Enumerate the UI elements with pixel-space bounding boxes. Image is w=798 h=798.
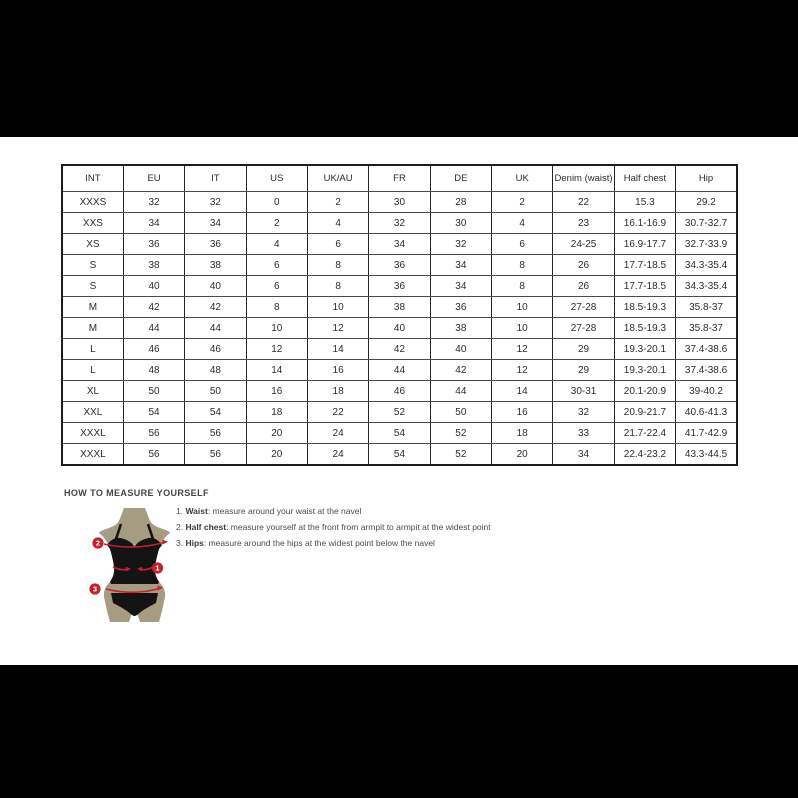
table-cell: 27-28: [553, 318, 614, 339]
table-cell: XL: [62, 381, 123, 402]
table-cell: 10: [492, 297, 553, 318]
table-cell: 12: [492, 339, 553, 360]
table-cell: XXXL: [62, 423, 123, 444]
table-cell: 32: [185, 192, 246, 213]
table-cell: 0: [246, 192, 307, 213]
table-cell: 10: [492, 318, 553, 339]
table-cell: XXXL: [62, 444, 123, 466]
column-header: Hip: [676, 165, 737, 192]
table-cell: 40: [123, 276, 184, 297]
table-row: [62, 318, 737, 339]
table-cell: 34: [123, 213, 184, 234]
table-cell: 35.8-37: [676, 297, 737, 318]
table-cell: 29: [553, 339, 614, 360]
table-cell: 10: [307, 297, 368, 318]
table-cell: 43.3-44.5: [676, 444, 737, 466]
table-cell: 38: [369, 297, 430, 318]
table-cell: 6: [492, 234, 553, 255]
table-cell: 44: [369, 360, 430, 381]
table-cell: 20.1-20.9: [614, 381, 675, 402]
table-cell: 40: [185, 276, 246, 297]
step-label: Waist: [185, 506, 208, 516]
table-cell: 15.3: [614, 192, 675, 213]
table-cell: 38: [123, 255, 184, 276]
table-cell: 34: [430, 255, 491, 276]
table-cell: 33: [553, 423, 614, 444]
table-cell: 8: [307, 255, 368, 276]
table-cell: 8: [492, 255, 553, 276]
table-row: [62, 213, 737, 234]
table-cell: 56: [185, 444, 246, 466]
table-cell: 56: [123, 444, 184, 466]
step-text: : measure around your waist at the navel: [207, 506, 362, 516]
table-cell: 44: [123, 318, 184, 339]
table-cell: 16.1-16.9: [614, 213, 675, 234]
table-row: [62, 423, 737, 444]
header-row: [62, 165, 737, 192]
table-cell: 52: [430, 444, 491, 466]
column-header: UK/AU: [307, 165, 368, 192]
table-cell: 6: [246, 255, 307, 276]
table-cell: 32: [553, 402, 614, 423]
table-cell: 30: [369, 192, 430, 213]
table-cell: 36: [369, 276, 430, 297]
table-cell: 50: [185, 381, 246, 402]
table-cell: 30.7-32.7: [676, 213, 737, 234]
table-cell: 34: [430, 276, 491, 297]
table-cell: 30-31: [553, 381, 614, 402]
mannequin-illustration: [82, 505, 187, 623]
marker-chest-number: 2: [95, 538, 101, 548]
table-cell: 4: [307, 213, 368, 234]
column-header: FR: [369, 165, 430, 192]
column-header: US: [246, 165, 307, 192]
table-cell: M: [62, 297, 123, 318]
table-cell: 21.7-22.4: [614, 423, 675, 444]
table-cell: 28: [430, 192, 491, 213]
measurement-figure: [82, 505, 187, 623]
table-cell: 50: [123, 381, 184, 402]
table-cell: 54: [123, 402, 184, 423]
table-cell: 12: [246, 339, 307, 360]
table-cell: 46: [369, 381, 430, 402]
table-cell: 27-28: [553, 297, 614, 318]
table-cell: 40: [430, 339, 491, 360]
table-cell: 50: [430, 402, 491, 423]
table-cell: 18.5-19.3: [614, 318, 675, 339]
table-cell: 36: [185, 234, 246, 255]
table-cell: 37.4-38.6: [676, 360, 737, 381]
table-cell: 34.3-35.4: [676, 255, 737, 276]
table-cell: 16: [492, 402, 553, 423]
table-cell: 32: [430, 234, 491, 255]
table-cell: 48: [123, 360, 184, 381]
table-cell: 38: [430, 318, 491, 339]
table-cell: 18: [492, 423, 553, 444]
table-row: [62, 381, 737, 402]
table-cell: 46: [123, 339, 184, 360]
table-cell: 29: [553, 360, 614, 381]
table-cell: 54: [369, 423, 430, 444]
table-cell: 2: [307, 192, 368, 213]
table-row: [62, 360, 737, 381]
table-cell: 32: [123, 192, 184, 213]
table-cell: 20: [246, 444, 307, 466]
table-cell: 8: [492, 276, 553, 297]
bottom-black-band: [0, 665, 798, 798]
table-cell: 4: [492, 213, 553, 234]
table-cell: 22.4-23.2: [614, 444, 675, 466]
table-cell: S: [62, 276, 123, 297]
table-cell: L: [62, 339, 123, 360]
table-row: [62, 402, 737, 423]
table-row: [62, 339, 737, 360]
table-cell: 36: [123, 234, 184, 255]
step-text: : measure yourself at the front from armpit to armpit at the widest point: [226, 522, 491, 532]
table-cell: S: [62, 255, 123, 276]
table-cell: 8: [307, 276, 368, 297]
table-cell: 42: [185, 297, 246, 318]
table-cell: 36: [369, 255, 430, 276]
table-cell: XXXS: [62, 192, 123, 213]
table-cell: XS: [62, 234, 123, 255]
marker-hips-number: 3: [92, 584, 98, 594]
table-cell: 52: [369, 402, 430, 423]
table-cell: L: [62, 360, 123, 381]
table-cell: 4: [246, 234, 307, 255]
table-cell: 26: [553, 255, 614, 276]
column-header: EU: [123, 165, 184, 192]
table-cell: 26: [553, 276, 614, 297]
table-cell: 24: [307, 444, 368, 466]
table-cell: 2: [492, 192, 553, 213]
table-cell: 34: [369, 234, 430, 255]
column-header: Half chest: [614, 165, 675, 192]
table-row: [62, 234, 737, 255]
table-cell: 22: [553, 192, 614, 213]
table-cell: 8: [246, 297, 307, 318]
step-label: Half chest: [185, 522, 227, 532]
table-cell: M: [62, 318, 123, 339]
table-cell: 35.8-37: [676, 318, 737, 339]
table-cell: 20.9-21.7: [614, 402, 675, 423]
table-cell: 18: [307, 381, 368, 402]
table-cell: 42: [123, 297, 184, 318]
table-cell: 20: [492, 444, 553, 466]
marker-chest: [92, 537, 103, 548]
table-cell: 19.3-20.1: [614, 339, 675, 360]
table-cell: 24-25: [553, 234, 614, 255]
table-cell: 37.4-38.6: [676, 339, 737, 360]
table-row: [62, 297, 737, 318]
table-cell: 36: [430, 297, 491, 318]
table-cell: 42: [369, 339, 430, 360]
table-cell: 2: [246, 213, 307, 234]
step-number: 1.: [176, 506, 186, 516]
size-chart-table: [61, 164, 738, 466]
column-header: UK: [492, 165, 553, 192]
table-cell: 54: [185, 402, 246, 423]
marker-waist: [152, 562, 163, 573]
table-cell: 14: [492, 381, 553, 402]
table-cell: 12: [492, 360, 553, 381]
table-cell: 30: [430, 213, 491, 234]
table-cell: 40.6-41.3: [676, 402, 737, 423]
table-cell: 39-40.2: [676, 381, 737, 402]
step-label: Hips: [185, 538, 204, 548]
table-cell: 56: [185, 423, 246, 444]
table-cell: 41.7-42.9: [676, 423, 737, 444]
table-cell: 16: [246, 381, 307, 402]
column-header: INT: [62, 165, 123, 192]
measure-step-half-chest: [176, 519, 491, 535]
table-cell: 54: [369, 444, 430, 466]
chest-arrowhead-right: [163, 540, 169, 545]
table-cell: 18.5-19.3: [614, 297, 675, 318]
table-cell: 42: [430, 360, 491, 381]
column-header: Denim (waist): [553, 165, 614, 192]
table-cell: 19.3-20.1: [614, 360, 675, 381]
table-cell: 14: [307, 339, 368, 360]
table-cell: 34: [553, 444, 614, 466]
table-cell: 44: [185, 318, 246, 339]
table-cell: 20: [246, 423, 307, 444]
table-cell: 34.3-35.4: [676, 276, 737, 297]
table-cell: XXS: [62, 213, 123, 234]
top-black-band: [0, 0, 798, 137]
table-cell: 32.7-33.9: [676, 234, 737, 255]
table-cell: 32: [369, 213, 430, 234]
table-row: [62, 192, 737, 213]
table-cell: 16.9-17.7: [614, 234, 675, 255]
table-cell: 14: [246, 360, 307, 381]
table-cell: 10: [246, 318, 307, 339]
table-cell: 24: [307, 423, 368, 444]
table-cell: 23: [553, 213, 614, 234]
table-cell: 17.7-18.5: [614, 255, 675, 276]
marker-hips: [89, 583, 100, 594]
step-number: 2.: [176, 522, 186, 532]
table-cell: 46: [185, 339, 246, 360]
table-cell: 34: [185, 213, 246, 234]
table-row: [62, 444, 737, 466]
table-cell: 38: [185, 255, 246, 276]
table-cell: 17.7-18.5: [614, 276, 675, 297]
table-cell: 44: [430, 381, 491, 402]
step-number: 3.: [176, 538, 186, 548]
measure-steps: [176, 503, 491, 551]
column-header: IT: [185, 165, 246, 192]
table-cell: 56: [123, 423, 184, 444]
table-cell: 29.2: [676, 192, 737, 213]
table-row: [62, 276, 737, 297]
table-cell: 6: [307, 234, 368, 255]
table-cell: 40: [369, 318, 430, 339]
measure-heading: HOW TO MEASURE YOURSELF: [64, 488, 209, 498]
table-cell: 12: [307, 318, 368, 339]
table-row: [62, 255, 737, 276]
marker-waist-number: 1: [155, 563, 160, 573]
table-cell: 48: [185, 360, 246, 381]
measure-step-hips: [176, 535, 491, 551]
column-header: DE: [430, 165, 491, 192]
table-cell: 22: [307, 402, 368, 423]
table-cell: 52: [430, 423, 491, 444]
table-cell: 16: [307, 360, 368, 381]
table-cell: 6: [246, 276, 307, 297]
table-cell: XXL: [62, 402, 123, 423]
measure-step-waist: [176, 503, 491, 519]
table-cell: 18: [246, 402, 307, 423]
step-text: : measure around the hips at the widest point below the navel: [203, 538, 435, 548]
